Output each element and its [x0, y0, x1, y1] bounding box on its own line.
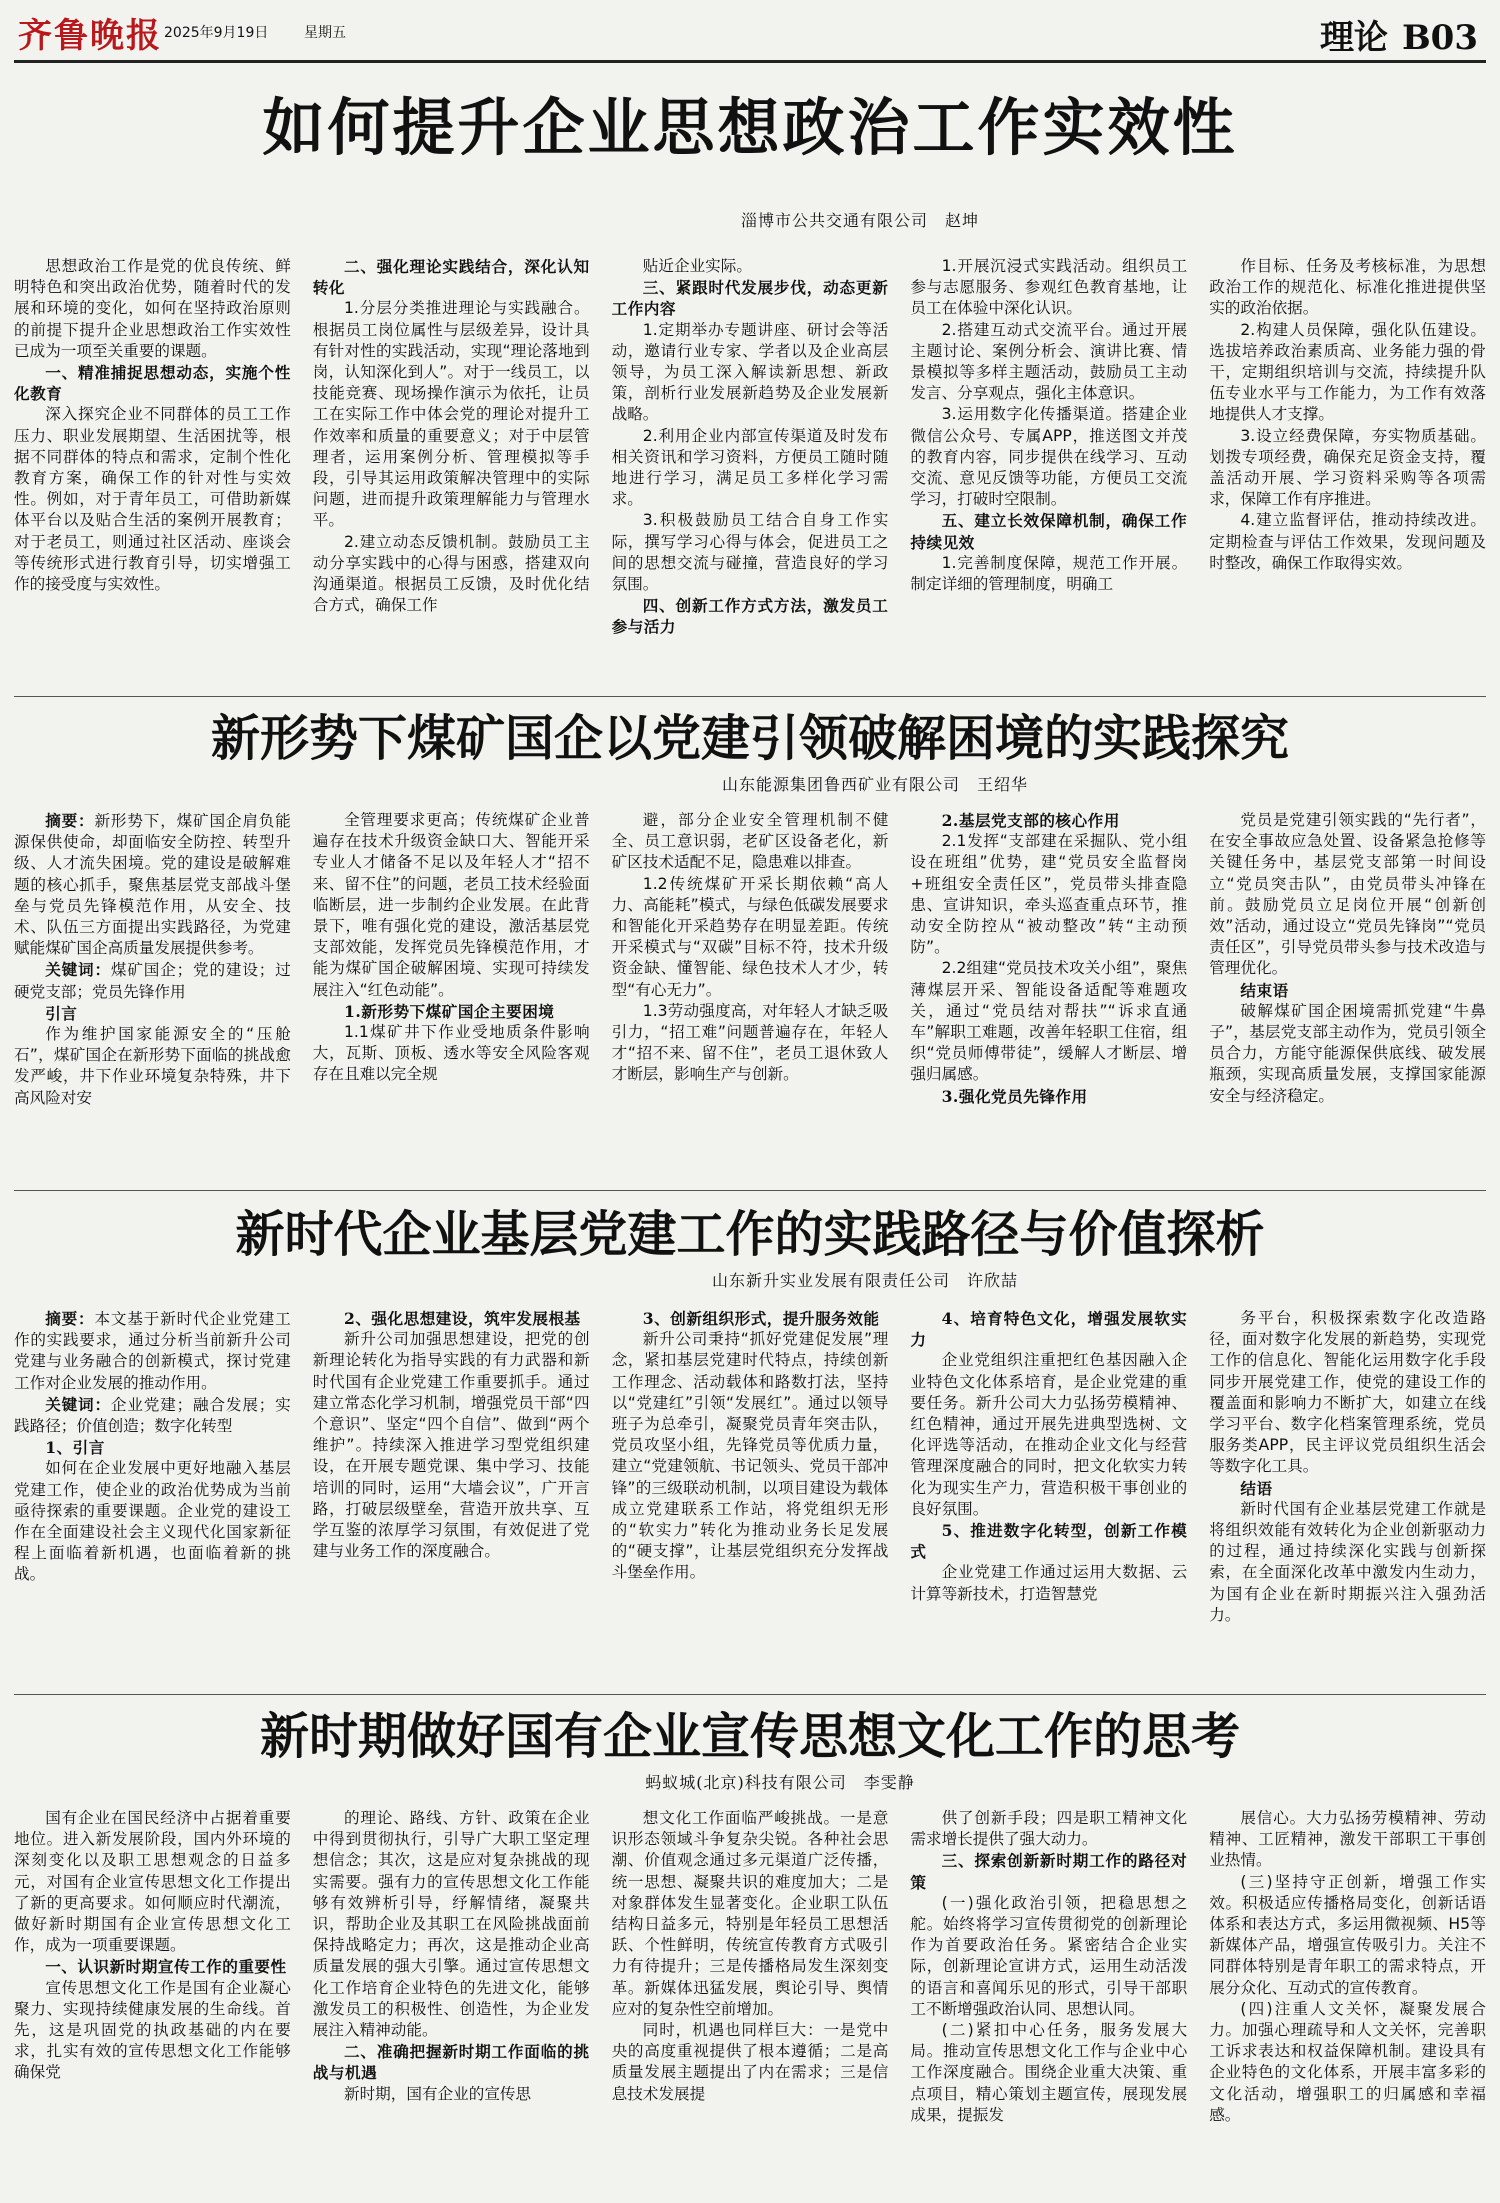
body-paragraph: 国有企业在国民经济中占据着重要地位。进入新发展阶段，国内外环境的深刻变化以及职工思想观念的日益多元，对国有企业宣传思想文化工作提出了新的更高要求。如何顺应时代潮流，做好新时期国有企业宣传思想文化工作，成为一项重要课题。: [14, 1809, 291, 1955]
body-paragraph: 新时期，国有企业的宣传思: [343, 2084, 532, 2103]
article-3-body: [14, 1308, 1486, 1686]
article-4-byline: 蚂蚁城(北京)科技有限公司 李雯静: [645, 1773, 915, 1792]
body-paragraph: 1.3劳动强度高，对年轻人才缺乏吸引力，“招工难”问题普遍存在，年轻人才“招不来、留不住”，老员工退休致人才断层，影响生产与创新。: [611, 1001, 889, 1084]
article-1-byline: 淄博市公共交通有限公司 赵坤: [740, 211, 979, 230]
article-1-title: 如何提升企业思想政治工作实效性: [262, 91, 1238, 164]
article-2-title: 新形势下煤矿国企以党建引领破解困境的实践探究: [210, 709, 1289, 767]
divider: [14, 1694, 1486, 1695]
article-column: [313, 810, 590, 1182]
divider: [14, 1190, 1486, 1191]
body-paragraph: 2.搭建互动式交流平台。通过开展主题讨论、案例分析会、演讲比赛、情景模拟等多样主题活动，鼓励员工主动发言、分享观点，强化主体意识。: [910, 320, 1188, 403]
article-column: [910, 256, 1187, 688]
article-column: [14, 1808, 291, 2194]
abstract-label: 关键词：: [45, 960, 111, 980]
body-paragraph: 宣传思想文化工作是国有企业凝心聚力、实现持续健康发展的生命线。首先，这是巩固党的执政基础的内在要求，扎实有效的宣传思想文化工作能够确保党: [14, 1978, 291, 2082]
section-subheading: 二、强化理论实践结合，深化认知转化: [312, 257, 590, 298]
body-paragraph: (二)紧扣中心任务，服务发展大局。推动宣传思想文化工作与企业中心工作深度融合。围绕企业重大决策、重点项目，精心策划主题宣传，展现发展成果，提振发: [910, 2021, 1188, 2124]
body-paragraph: 1.分层分类推进理论与实践融合。根据员工岗位属性与层级差异，设计具有针对性的实践活动，实现“理论落地到岗，认知深化到人”。对于一线员工，以技能竞赛、现场操作演示为依托，让员工在实际工作中体会党的理论对提升工作效率和质量的重要意义；对于中层管理者，运用案例分析、管理模拟等手段，引导其运用政策解决管理中的实际问题，进而提升政策理解能力与管理水平。: [312, 299, 590, 530]
body-paragraph: 1.完善制度保障，规范工作开展。制定详细的管理制度，明确工: [910, 553, 1188, 594]
article-column: [313, 1308, 590, 1686]
article-column: [1209, 256, 1486, 688]
body-paragraph: 3.积极鼓励员工结合自身工作实际，撰写学习心得与体会，促进员工之间的思想交流与碰撞，营造良好的学习氛围。: [611, 511, 889, 594]
body-paragraph: 2.1发挥“支部建在采掘队、党小组设在班组”优势，建“党员安全监督岗+班组安全责任区”，党员带头排查隐患、宣讲知识，牵头巡查重点环节，推动安全防控从“被动整改”转“主动预防”。: [910, 832, 1188, 957]
issue-date: 2025年9月19日: [164, 25, 269, 41]
page-number: B03: [1401, 18, 1478, 58]
article-column: [1209, 810, 1486, 1182]
article-column: [313, 256, 590, 688]
article-column: [14, 256, 291, 688]
section-subheading: 2.基层党支部的核心作用: [941, 811, 1120, 830]
section-subheading: 三、探索创新新时期工作的路径对策: [910, 1851, 1188, 1892]
article-column: [1209, 1308, 1486, 1686]
abstract-paragraph: [14, 959, 291, 1002]
article-column: [313, 1808, 590, 2194]
section-subheading: 三、紧跟时代发展步伐，动态更新工作内容: [611, 278, 889, 319]
article-column: [910, 810, 1187, 1182]
abstract-paragraph: [14, 1394, 291, 1437]
body-paragraph: 1.定期举办专题讲座、研讨会等活动，邀请行业专家、学者以及企业高层领导，为员工深入解读新思想、新政策，剖析行业发展新趋势及企业发展新战略。: [611, 320, 889, 424]
body-paragraph: 思想政治工作是党的优良传统、鲜明特色和突出政治优势，随着时代的发展和环境的变化，如何在坚持政治原则的前提下提升企业思想政治工作实效性已成为一项至关重要的课题。: [14, 257, 291, 360]
body-paragraph: 务平台，积极探索数字化改造路径，面对数字化发展的新趋势，实现党工作的信息化、智能化运用数字化手段同步开展党建工作，使党的建设工作的覆盖面和影响力不断扩大，如建立在线学习平台、数字化档案管理系统，党员服务类APP，民主评议党员组织生活会等数字化工具。: [1209, 1309, 1486, 1476]
body-paragraph: 企业党建工作通过运用大数据、云计算等新技术，打造智慧党: [910, 1563, 1188, 1603]
article-column: [612, 1308, 889, 1686]
abstract-label: 摘要：: [45, 1309, 95, 1328]
section-name: 理论: [1319, 18, 1388, 58]
abstract-paragraph: [14, 1308, 291, 1394]
body-paragraph: 同时，机遇也同样巨大：一是党中央的高度重视提供了根本遵循；二是高质量发展主题提出了内在需求；三是信息技术发展提: [611, 2021, 889, 2103]
masthead: [14, 0, 1486, 63]
body-paragraph: 供了创新手段；四是职工精神文化需求增长提供了强大动力。: [910, 1809, 1188, 1849]
body-paragraph: 2.利用企业内部宣传渠道及时发布相关资讯和学习资料，方便员工随时随地进行学习，满足员工多样化学习需求。: [611, 426, 889, 509]
body-paragraph: 破解煤矿国企困境需抓党建“牛鼻子”，基层党支部主动作为，党员引领全员合力，方能守能源保供底线、破发展瓶颈，实现高质量发展，支撑国家能源安全与经济稳定。: [1209, 1001, 1486, 1105]
body-paragraph: 2.建立动态反馈机制。鼓励员工主动分享实践中的心得与困惑，搭建双向沟通渠道。根据员工反馈，及时优化结合方式，确保工作: [312, 532, 590, 615]
body-paragraph: 1.2传统煤矿开采长期依赖“高人力、高能耗”模式，与绿色低碳发展要求和智能化开采趋势存在明显差距。传统开采模式与“双碳”目标不符，技术升级资金缺、懂智能、绿色技术人才少，转型“有心无力”。: [611, 874, 889, 999]
body-paragraph: 避，部分企业安全管理机制不健全、员工意识弱，老矿区设备老化，新矿区技术适配不足，隐患难以排查。: [611, 811, 889, 872]
article-column: [14, 810, 291, 1182]
issue-weekday: 星期五: [304, 25, 346, 41]
abstract-text: 企业党建；融合发展；实践路径；价值创造；数字化转型: [14, 1395, 291, 1436]
section-subheading: 结语: [1240, 1478, 1273, 1498]
body-paragraph: 作目标、任务及考核标准，为思想政治工作的规范化、标准化推进提供坚实的政治依据。: [1209, 257, 1486, 318]
article-4-body: [14, 1808, 1486, 2194]
abstract-text: 煤矿国企；党的建设；过硬党支部；党员先锋作用: [14, 961, 291, 1001]
section-subheading: 1、引言: [45, 1438, 105, 1458]
body-paragraph: 4.建立监督评估，推动持续改进。定期检查与评估工作效果，发现问题及时整改，确保工作取得实效。: [1209, 511, 1486, 572]
section-subheading: 1.新形势下煤矿国企主要困境: [343, 1001, 555, 1021]
body-paragraph: 新升公司秉持“抓好党建促发展”理念，紧扣基层党建时代特点，持续创新工作理念、活动载体和路数打法，坚持以“党建红”引领“发展红”。通过以领导班子为总牵引，凝聚党员青年突击队，党员攻坚小组，先锋党员等优质力量，建立“党建领航、书记领头、党员干部冲锋”的三级联动机制，以项目建设为载体成立党建联系工作站，将党组织无形的“软实力”转化为推动业务长足发展的“硬支撑”，让基层党组织充分发挥战斗堡垒作用。: [611, 1330, 889, 1582]
body-paragraph: (一)强化政治引领，把稳思想之舵。始终将学习宣传贯彻党的创新理论作为首要政治任务。紧密结合企业实际，创新理论宣讲方式，运用生动活泼的语言和喜闻乐见的形式，引导干部职工不断增强政治认同、思想认同。: [910, 1893, 1188, 2018]
newspaper-logo: 齐鲁晚报: [18, 16, 162, 56]
body-paragraph: 贴近企业实际。: [642, 257, 752, 275]
section-header: [1320, 10, 1478, 59]
section-subheading: 四、创新工作方式方法，激发员工参与活力: [611, 596, 889, 637]
body-paragraph: 全管理要求更高；传统煤矿企业普遍存在技术升级资金缺口大、智能开采专业人才储备不足以及年轻人才“招不来、留不住”的问题，老员工技术经验面临断层，进一步制约企业发展。在此背景下，唯有强化党的建设，激活基层党支部效能，发挥党员先锋模范作用，才能为煤矿国企破解困境、实现可持续发展注入“红色动能”。: [312, 811, 590, 999]
body-paragraph: 党员是党建引领实践的“先行者”，在安全事故应急处置、设备紧急抢修等关键任务中，基层党支部第一时间设立“党员突击队”，由党员带头冲锋在前。鼓励党员立足岗位开展“创新创效”活动，通过设立“党员先锋岗”“党员责任区”，引导党员带头参与技术改造与管理优化。: [1209, 811, 1486, 978]
article-3-byline: 山东新升实业发展有限责任公司 许欣喆: [711, 1271, 1018, 1290]
body-paragraph: 的理论、路线、方针、政策在企业中得到贯彻执行，引导广大职工坚定理想信念；其次，这是应对复杂挑战的现实需要。强有力的宣传思想文化工作能够有效辨析引导，纾解情绪，凝聚共识，帮助企业及其职工在风险挑战面前保持战略定力；再次，这是推动企业高质量发展的强大引擎。通过宣传思想文化工作培育企业特色的先进文化，能够激发员工的积极性、创造性，为企业发展注入精神动能。: [312, 1809, 590, 2040]
body-paragraph: 新时代国有企业基层党建工作就是将组织效能有效转化为企业创新驱动力的过程，通过持续深化实践与创新探索，在全面深化改革中激发内生动力，为国有企业在新时期振兴注入强劲活力。: [1209, 1499, 1486, 1624]
article-column: [612, 1808, 889, 2194]
body-paragraph: 展信心。大力弘扬劳模精神、劳动精神、工匠精神，激发干部职工干事创业热情。: [1209, 1809, 1486, 1870]
article-1-body: [14, 256, 1486, 688]
article-column: [612, 810, 889, 1182]
section-subheading: 3、创新组织形式，提升服务效能: [642, 1309, 880, 1328]
section-subheading: 3.强化党员先锋作用: [941, 1086, 1088, 1106]
section-subheading: 结束语: [1240, 980, 1289, 1000]
section-subheading: 引言: [45, 1003, 78, 1023]
abstract-label: 关键词：: [45, 1394, 111, 1414]
article-column: [910, 1308, 1187, 1686]
section-subheading: 一、精准捕捉思想动态，实施个性化教育: [14, 363, 291, 404]
abstract-text: 新形势下，煤矿国企肩负能源保供使命，却面临安全防控、转型升级、人才流失困境。党的建设是破解难题的核心抓手，聚焦基层党支部战斗堡垒与党员先锋模范作用，从安全、技术、队伍三方面提出实践路径，为党建赋能煤矿国企高质量发展提供参考。: [14, 812, 291, 958]
section-subheading: 2、强化思想建设，筑牢发展根基: [343, 1309, 581, 1328]
body-paragraph: 1.开展沉浸式实践活动。组织员工参与志愿服务、参观红色教育基地，让员工在体验中深化认识。: [910, 257, 1188, 318]
body-paragraph: 3.设立经费保障，夯实物质基础。划拨专项经费，确保充足资金支持，覆盖活动开展、学习资料采购等各项需求，保障工作有序推进。: [1209, 426, 1486, 509]
body-paragraph: 3.运用数字化传播渠道。搭建企业微信公众号、专属APP，推送图文并茂的教育内容，同步提供在线学习、互动交流、意见反馈等功能，方便员工交流学习，打破时空限制。: [910, 405, 1188, 509]
section-subheading: 5、推进数字化转型，创新工作模式: [910, 1521, 1188, 1562]
section-subheading: 二、准确把握新时期工作面临的挑战与机遇: [312, 2042, 590, 2083]
body-paragraph: 新升公司加强思想建设，把党的创新理论转化为指导实践的有力武器和新时代国有企业党建工作重要抓手。通过建立常态化学习机制，增强党员干部“四个意识”、坚定“四个自信”、做到“两个维护”。持续深入推进学习型党组织建设，在开展专题党课、集中学习、技能培训的同时，运用“大墙会议”，广开言路，打破层级壁垒，营造开放共享、互学互鉴的浓厚学习氛围，有效促进了党建与业务工作的深度融合。: [312, 1330, 590, 1561]
abstract-label: 摘要：: [45, 811, 95, 830]
article-2-byline: 山东能源集团鲁西矿业有限公司 王绍华: [721, 775, 1028, 794]
divider: [14, 696, 1486, 697]
body-paragraph: 2.构建人员保障，强化队伍建设。选拔培养政治素质高、业务能力强的骨干，定期组织培训与交流，持续提升队伍专业水平与工作能力，为工作有效落地提供人才支撑。: [1209, 320, 1486, 424]
body-paragraph: 想文化工作面临严峻挑战。一是意识形态领域斗争复杂尖锐。各种社会思潮、价值观念通过多元渠道广泛传播，统一思想、凝聚共识的难度加大；二是对象群体发生显著变化。企业职工队伍结构日益多元，特别是年轻员工思想活跃、个性鲜明，传统宣传教育方式吸引力有待提升；三是传播格局发生深刻变革。新媒体迅猛发展，舆论引导、舆情应对的复杂性空前增加。: [611, 1809, 889, 2018]
body-paragraph: 企业党组织注重把红色基因融入企业特色文化体系培育，是企业党建的重要任务。新升公司大力弘扬劳模精神、红色精神，通过开展先进典型选树、文化评选等活动，在推动企业文化与经营管理深度融合的同时，把文化软实力转化为现实生产力，营造积极干事创业的良好氛围。: [910, 1351, 1188, 1518]
section-subheading: 五、建立长效保障机制，确保工作持续见效: [910, 511, 1188, 552]
abstract-paragraph: [14, 810, 291, 959]
body-paragraph: 如何在企业发展中更好地融入基层党建工作，使企业的政治优势成为当前亟待探索的重要课题。企业党的建设工作在全面建设社会主义现代化国家新征程上面临着新机遇，也面临着新的挑战。: [14, 1459, 291, 1584]
section-subheading: 4、培育特色文化，增强发展软实力: [910, 1309, 1188, 1350]
article-column: [14, 1308, 291, 1686]
body-paragraph: (四)注重人文关怀，凝聚发展合力。加强心理疏导和人文关怀，完善职工诉求表达和权益保障机制。建设具有企业特色的文化体系，开展丰富多彩的文化活动，增强职工的归属感和幸福感。: [1209, 1999, 1486, 2124]
article-column: [1209, 1808, 1486, 2194]
article-3-title: 新时代企业基层党建工作的实践路径与价值探析: [235, 1205, 1265, 1263]
body-paragraph: 深入探究企业不同群体的员工工作压力、职业发展期望、生活困扰等，根据不同群体的特点和需求，定制个性化教育方案，确保工作的针对性与实效性。例如，对于青年员工，可借助新媒体平台以及贴合生活的案例开展教育；对于老员工，则通过社区活动、座谈会等传统形式进行教育引导，切实增强工作的接受度与实效性。: [14, 405, 291, 594]
body-paragraph: 作为维护国家能源安全的“压舱石”，煤矿国企在新形势下面临的挑战愈发严峻，井下作业环境复杂特殊，井下高风险对安: [14, 1025, 291, 1107]
abstract-text: 本文基于新时代企业党建工作的实践要求，通过分析当前新升公司党建与业务融合的创新模式，探讨党建工作对企业发展的推动作用。: [14, 1310, 291, 1392]
article-2-body: [14, 810, 1486, 1182]
section-subheading: 一、认识新时期宣传工作的重要性: [45, 1957, 287, 1977]
article-column: [910, 1808, 1187, 2194]
article-4-title: 新时期做好国有企业宣传思想文化工作的思考: [259, 1707, 1240, 1765]
body-paragraph: 2.2组建“党员技术攻关小组”，聚焦薄煤层开采、智能设备适配等难题攻关，通过“党员结对帮扶”“诉求直通车”解职工难题，改善年轻职工住宿，组织“党员师傅带徒”，缓解人才断层、增强归属感。: [910, 959, 1188, 1084]
body-paragraph: 1.1煤矿井下作业受地质条件影响大，瓦斯、顶板、透水等安全风险客观存在且难以完全规: [312, 1023, 590, 1084]
body-paragraph: (三)坚持守正创新，增强工作实效。积极适应传播格局变化，创新话语体系和表达方式，多运用微视频、H5等新媒体产品，增强宣传吸引力。关注不同群体特别是青年职工的需求特点，开展分众化、互动式的宣传教育。: [1209, 1872, 1486, 1997]
article-column: [612, 256, 889, 688]
